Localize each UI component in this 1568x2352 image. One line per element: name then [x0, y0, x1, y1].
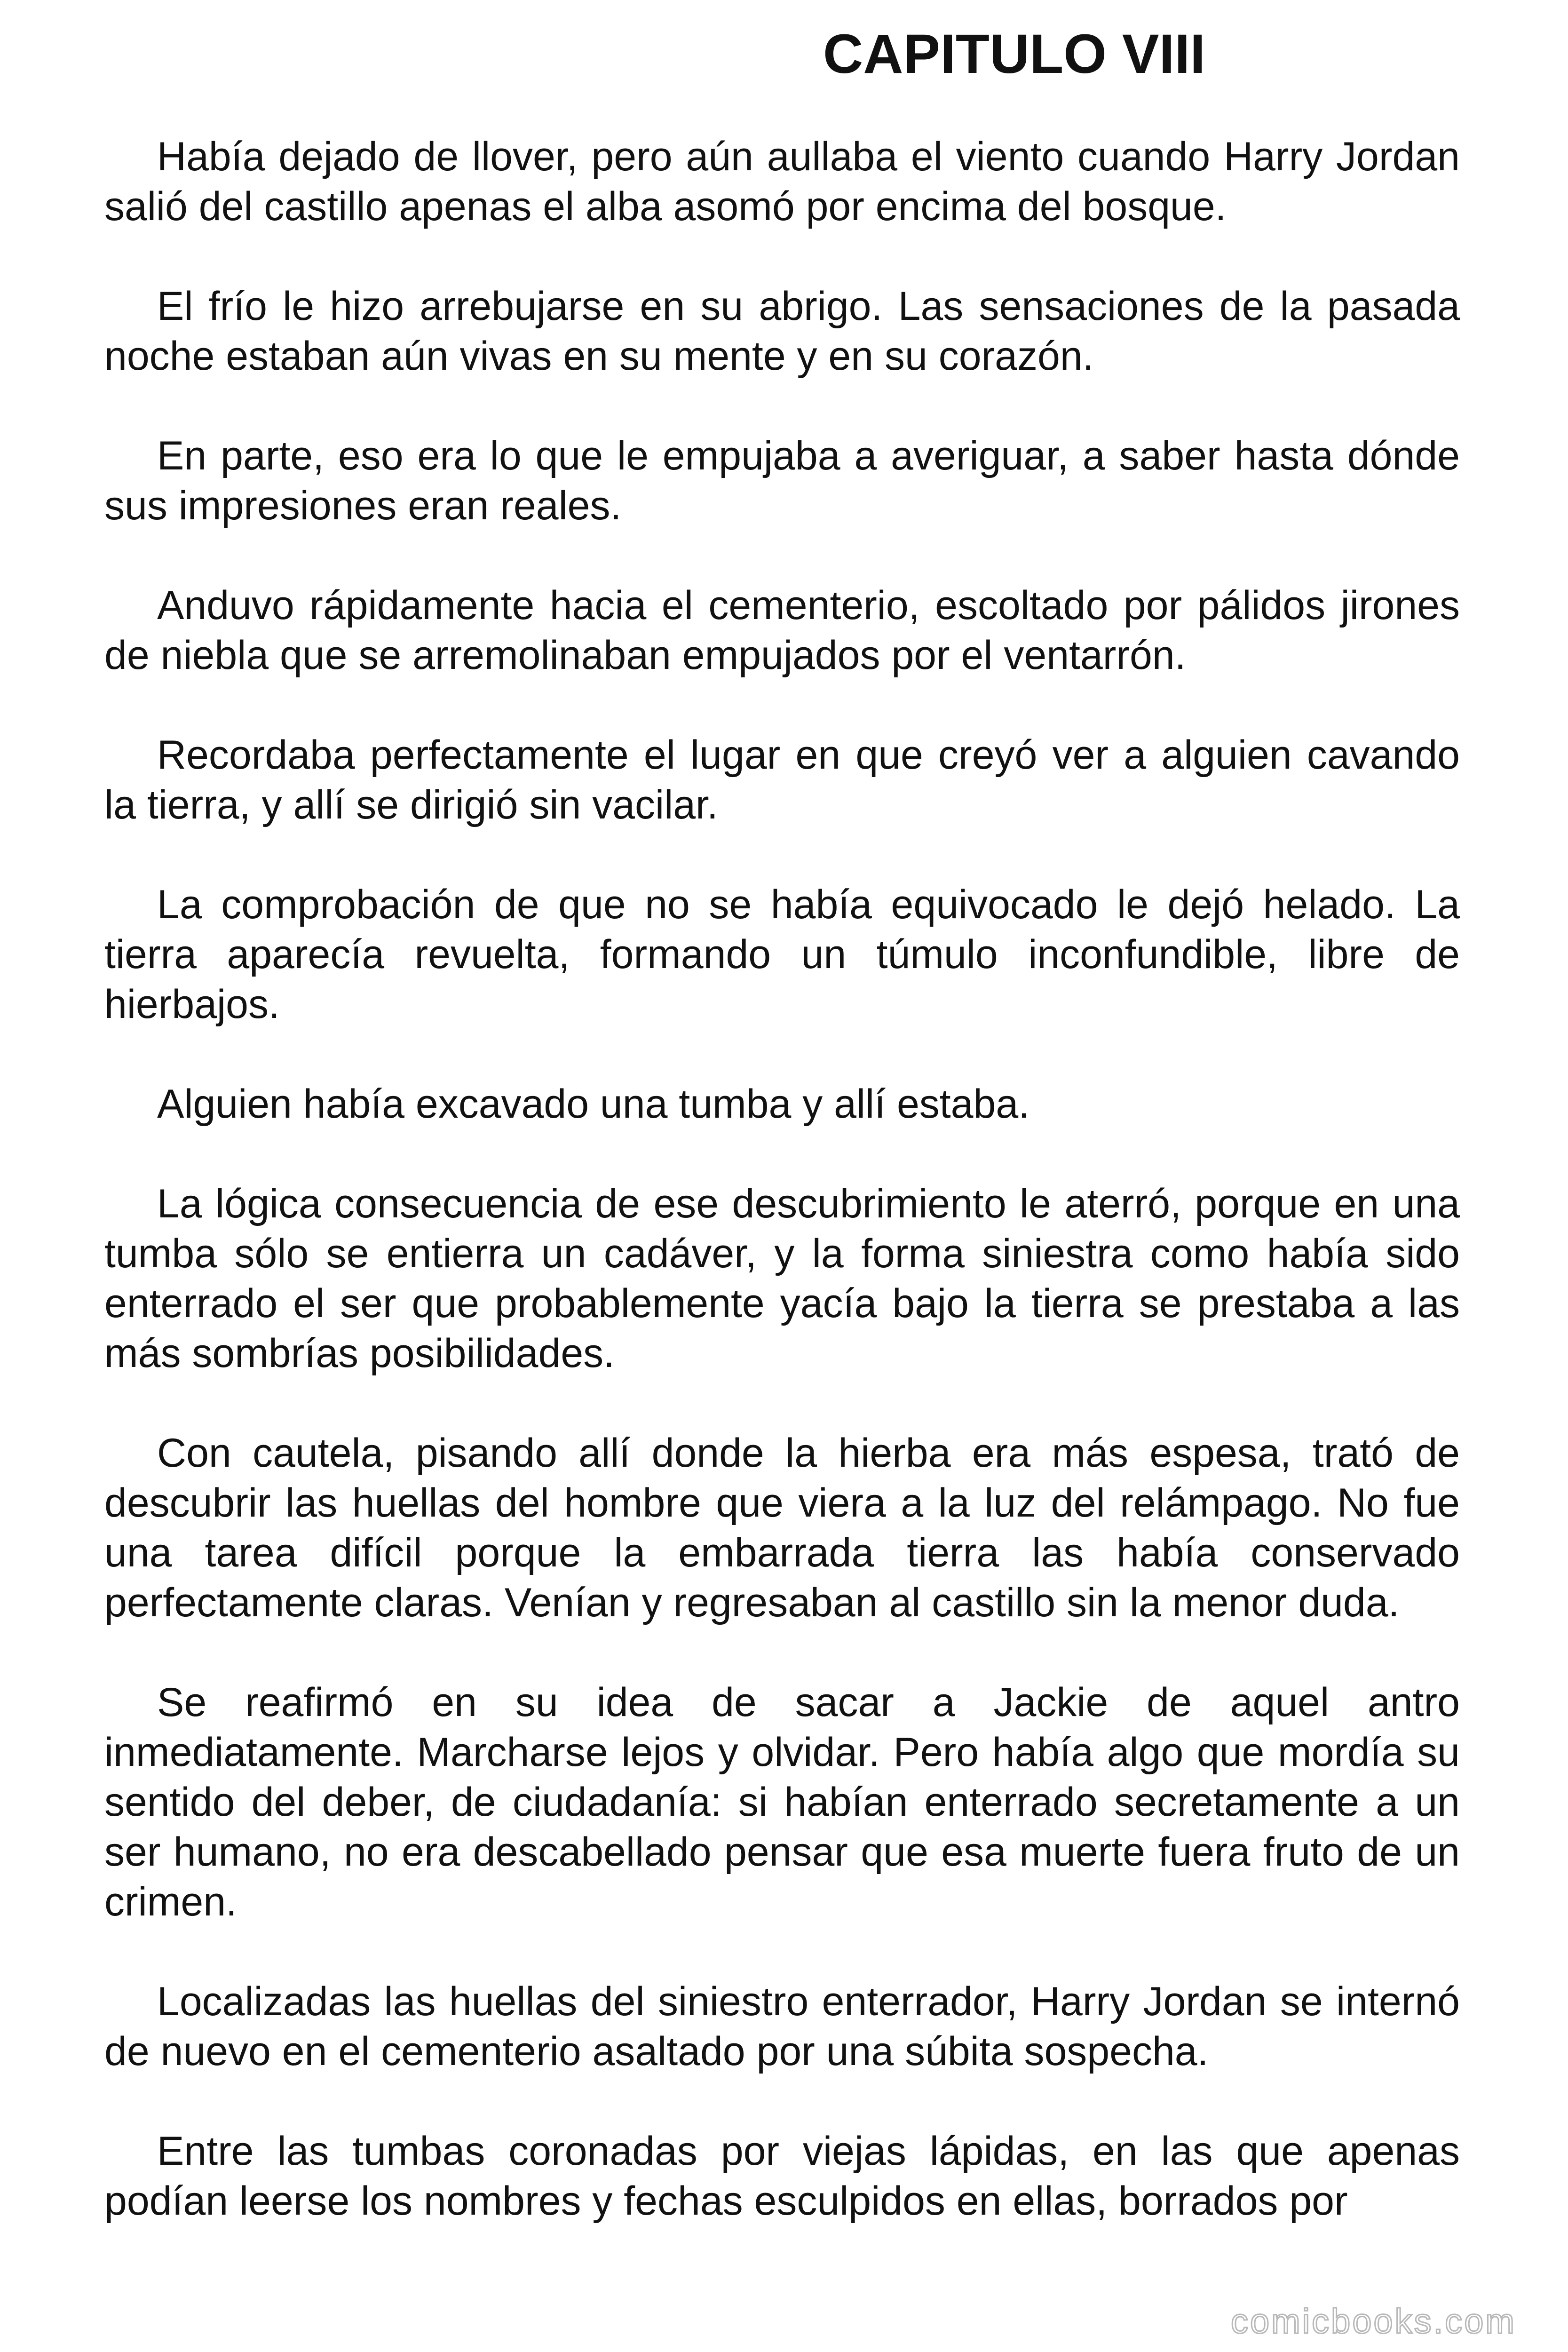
paragraph: Entre las tumbas coronadas por viejas lápidas, en las que apenas podían leerse los nombres y fechas esculpidos en ellas, borrados por: [104, 2129, 1460, 2224]
paragraph: La lógica consecuencia de ese descubrimiento le aterró, porque en una tumba sólo se entierra un cadáver, y la forma siniestra como había sido enterrado el ser que probablemente yacía bajo la tierra se prestaba a las más sombrías posibilidades.: [104, 1181, 1460, 1376]
paragraph: Anduvo rápidamente hacia el cementerio, escoltado por pálidos jirones de niebla que se arremolinaban empujados por el ventarrón.: [104, 583, 1460, 678]
chapter-body: [104, 132, 1460, 2276]
paragraph: Localizadas las huellas del siniestro enterrador, Harry Jordan se internó de nuevo en el cementerio asaltado por una súbita sospecha.: [104, 1979, 1460, 2074]
paragraph: Recordaba perfectamente el lugar en que creyó ver a alguien cavando la tierra, y allí se dirigió sin vacilar.: [104, 732, 1460, 827]
paragraph: En parte, eso era lo que le empujaba a averiguar, a saber hasta dónde sus impresiones eran reales.: [104, 433, 1460, 528]
paragraph: Había dejado de llover, pero aún aullaba el viento cuando Harry Jordan salió del castillo apenas el alba asomó por encima del bosque.: [104, 134, 1460, 229]
paragraph: La comprobación de que no se había equivocado le dejó helado. La tierra aparecía revuelta, formando un túmulo inconfundible, libre de hierbajos.: [104, 882, 1460, 1027]
paragraph: Con cautela, pisando allí donde la hierba era más espesa, trató de descubrir las huellas del hombre que viera a la luz del relámpago. No fue una tarea difícil porque la embarrada tierra las había conservado perfectamente claras. Venían y regresaban al castillo sin la menor duda.: [104, 1430, 1460, 1625]
watermark: comicbooks.com: [1230, 2302, 1516, 2341]
paragraph: Alguien había excavado una tumba y allí estaba.: [157, 1081, 1030, 1127]
paragraph: El frío le hizo arrebujarse en su abrigo. Las sensaciones de la pasada noche estaban aún vivas en su mente y en su corazón.: [104, 284, 1460, 379]
chapter-title: CAPITULO VIII: [823, 23, 1205, 85]
paragraph: Se reafirmó en su idea de sacar a Jackie de aquel antro inmediatamente. Marcharse lejos y olvidar. Pero había algo que mordía su sentido del deber, de ciudadanía: si habían enterrado secretamente a un ser humano, no era descabellado pensar que esa muerte fuera fruto de un crimen.: [104, 1680, 1460, 1924]
